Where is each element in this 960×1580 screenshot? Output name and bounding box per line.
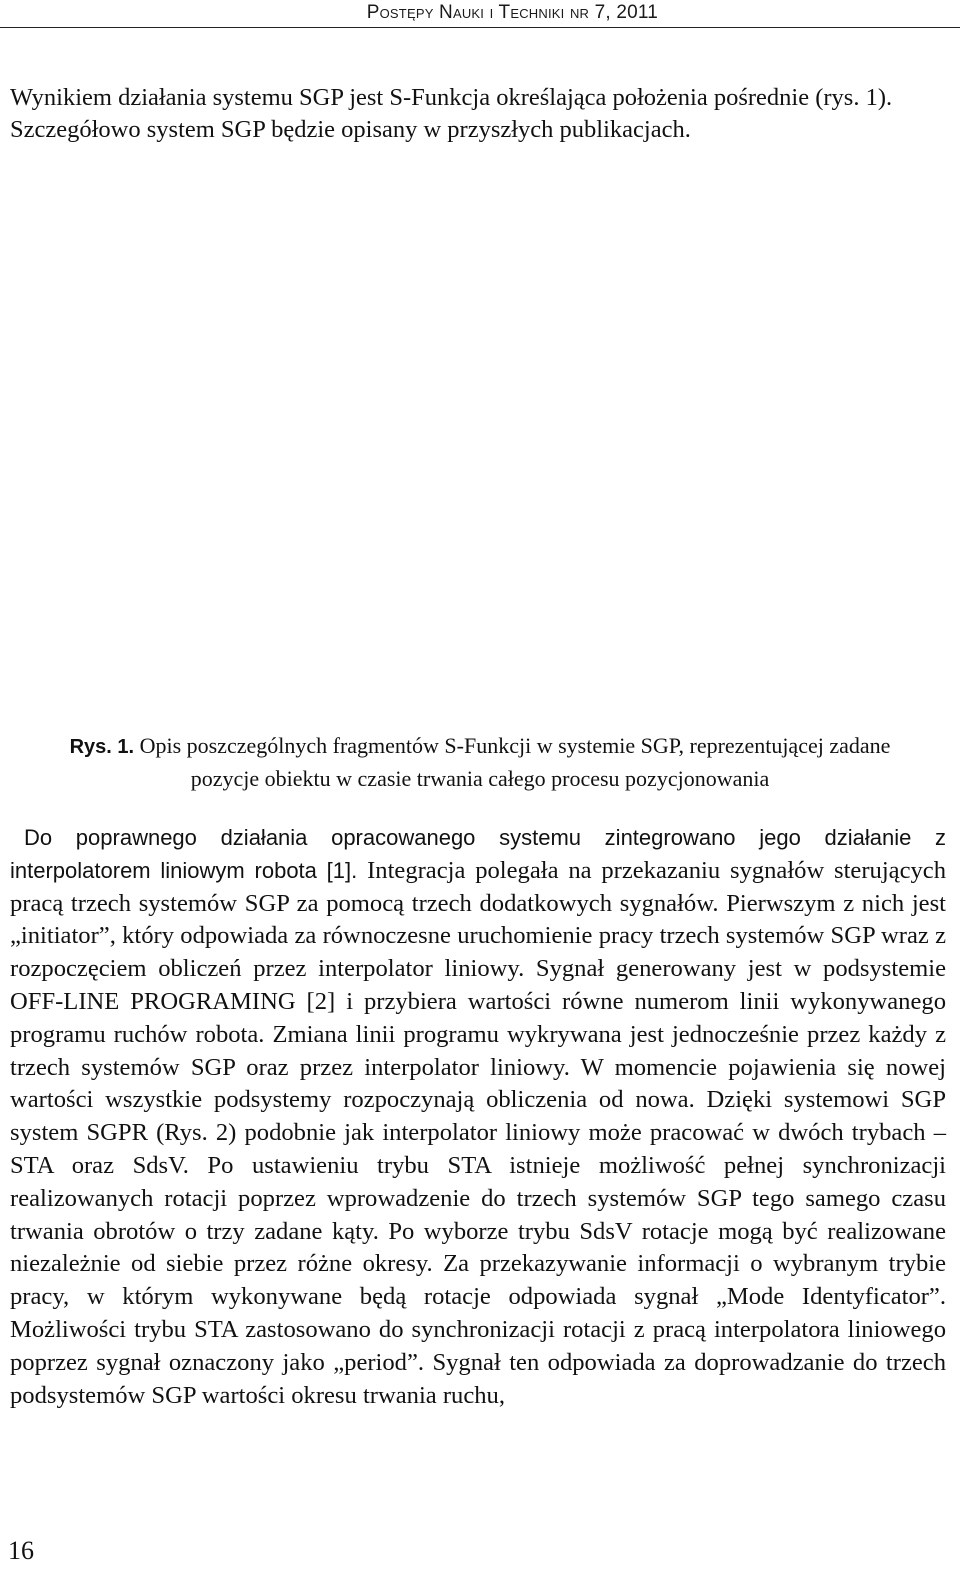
journal-name: Postępy Nauki i Techniki	[366, 2, 565, 23]
intro-paragraph: Wynikiem działania systemu SGP jest S-Funkcja określająca położenia pośrednie (rys. 1). Szczegółowo system SGP będzie opisany w przyszłych publikacjach.	[10, 84, 893, 143]
body-paragraph	[10, 822, 946, 1412]
caption-text: Opis poszczególnych fragmentów S-Funkcji w systemie SGP, reprezentującej zadane pozycje obiektu w czasie trwania całego procesu pozycjonowania	[134, 733, 891, 791]
figure-area	[10, 160, 950, 720]
caption-label: Rys. 1.	[69, 736, 135, 758]
body-text: Integracja polegała na przekazaniu sygnałów sterujących pracą trzech systemów SGP za pomocą trzech dodatkowych sygnałów. Pierwszym z nich jest „initiator”, który odpowiada za równoczesne uruchomienie pracy trzech systemów SGP wraz z rozpoczęciem obliczeń przez interpolator liniowy. Sygnał generowany jest w podsystemie OFF-LINE PROGRAMING [2] i przybiera wartości równe numerom linii wykonywanego programu ruchów robota. Zmiana linii programu wykrywana jest jednocześnie przez każdy z trzech systemów SGP oraz przez interpolator liniowy. W momencie pojawienia się nowej wartości wszystkie podsystemy rozpoczynają obliczenia od nowa. Dzięki systemowi SGP system SGPR (Rys. 2) podobnie jak interpolator liniowy może pracować w dwóch trybach – STA oraz SdsV. Po ustawieniu trybu STA istnieje możliwość pełnej synchronizacji realizowanych rotacji poprzez wprowadzenie do trzech systemów SGP tego samego czasu trwania obrotów o trzy zadane kąty. Po wyborze trybu SdsV rotacje mogą być realizowane niezależnie od siebie przez różne okresy. Za przekazywanie informacji o wybranym trybie pracy, w którym wykonywane będą rotacje odpowiada sygnał „Mode Identyficator”. Możliwości trybu STA zastosowano do synchronizacji rotacji z pracą interpolatora liniowego poprzez sygnał oznaczony jako „period”. Sygnał ten odpowiada za doprowadzanie do trzech podsystemów SGP wartości okresu trwania ruchu,	[10, 856, 947, 1409]
body-lead-sentence: Do poprawnego działania opracowanego systemu zintegrowano jego działanie z interpolatorem liniowym robota [1].	[10, 825, 946, 883]
page-number: 16	[8, 1536, 34, 1565]
journal-issue: nr 7, 2011	[564, 2, 658, 23]
figure-caption	[40, 730, 920, 794]
journal-title	[367, 2, 658, 24]
running-header	[0, 0, 960, 28]
